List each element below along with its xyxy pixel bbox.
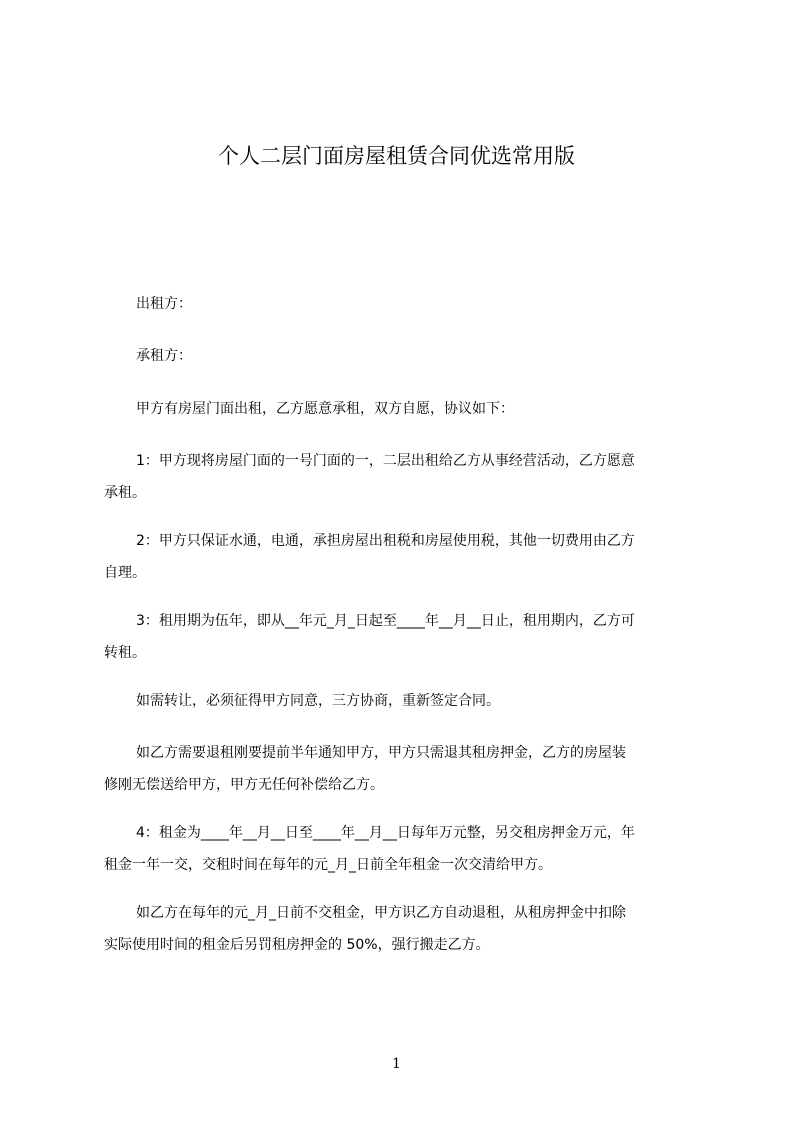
document-title: 个人二层门面房屋租赁合同优选常用版 (218, 144, 575, 168)
paragraph-withdrawal (104, 737, 720, 801)
paragraph-lessee (104, 340, 720, 372)
paragraph-line: 如乙方在每年的元_月_日前不交租金，甲方识乙方自动退租，从租房押金中扣除 (136, 905, 626, 921)
paragraph-line: 转租。 (104, 645, 146, 661)
paragraph-clause-3 (104, 605, 720, 669)
paragraph-line: 承租方： (136, 348, 192, 364)
paragraph-lessor (104, 288, 720, 320)
paragraph-clause-4 (104, 817, 720, 881)
paragraph-intro (104, 393, 720, 425)
paragraph-line: 出租方： (136, 296, 192, 312)
paragraph-line: 如乙方需要退租刚要提前半年通知甲方，甲方只需退其租房押金，乙方的房屋装 (136, 745, 626, 761)
paragraph-line: 修刚无偿送给甲方，甲方无任何补偿给乙方。 (104, 777, 384, 793)
paragraph-line: 3：租用期为伍年，即从__年元_月_日起至____年__月__日止，租用期内，乙方可 (136, 613, 635, 629)
paragraph-line: 承租。 (104, 485, 146, 501)
paragraph-line: 1：甲方现将房屋门面的一号门面的一，二层出租给乙方从事经营活动，乙方愿意 (136, 453, 635, 469)
paragraph-penalty (104, 897, 720, 961)
paragraph-line: 甲方有房屋门面出租，乙方愿意承租，双方自愿，协议如下： (136, 401, 514, 417)
paragraph-line: 实际使用时间的租金后另罚租房押金的 50%，强行搬走乙方。 (104, 937, 490, 953)
paragraph-line: 4：租金为____年__月__日至____年__月__日每年万元整，另交租房押金万元，年 (136, 825, 635, 841)
paragraph-clause-2 (104, 525, 720, 589)
paragraph-transfer (104, 685, 720, 717)
paragraph-line: 租金一年一交，交租时间在每年的元_月_日前全年租金一次交清给甲方。 (104, 857, 552, 873)
paragraph-line: 自理。 (104, 565, 146, 581)
page-number: 1 (392, 1056, 401, 1072)
paragraph-clause-1 (104, 445, 720, 509)
paragraph-line: 2：甲方只保证水通，电通，承担房屋出租税和房屋使用税，其他一切费用由乙方 (136, 533, 635, 549)
paragraph-line: 如需转让，必须征得甲方同意，三方协商，重新签定合同。 (136, 693, 500, 709)
